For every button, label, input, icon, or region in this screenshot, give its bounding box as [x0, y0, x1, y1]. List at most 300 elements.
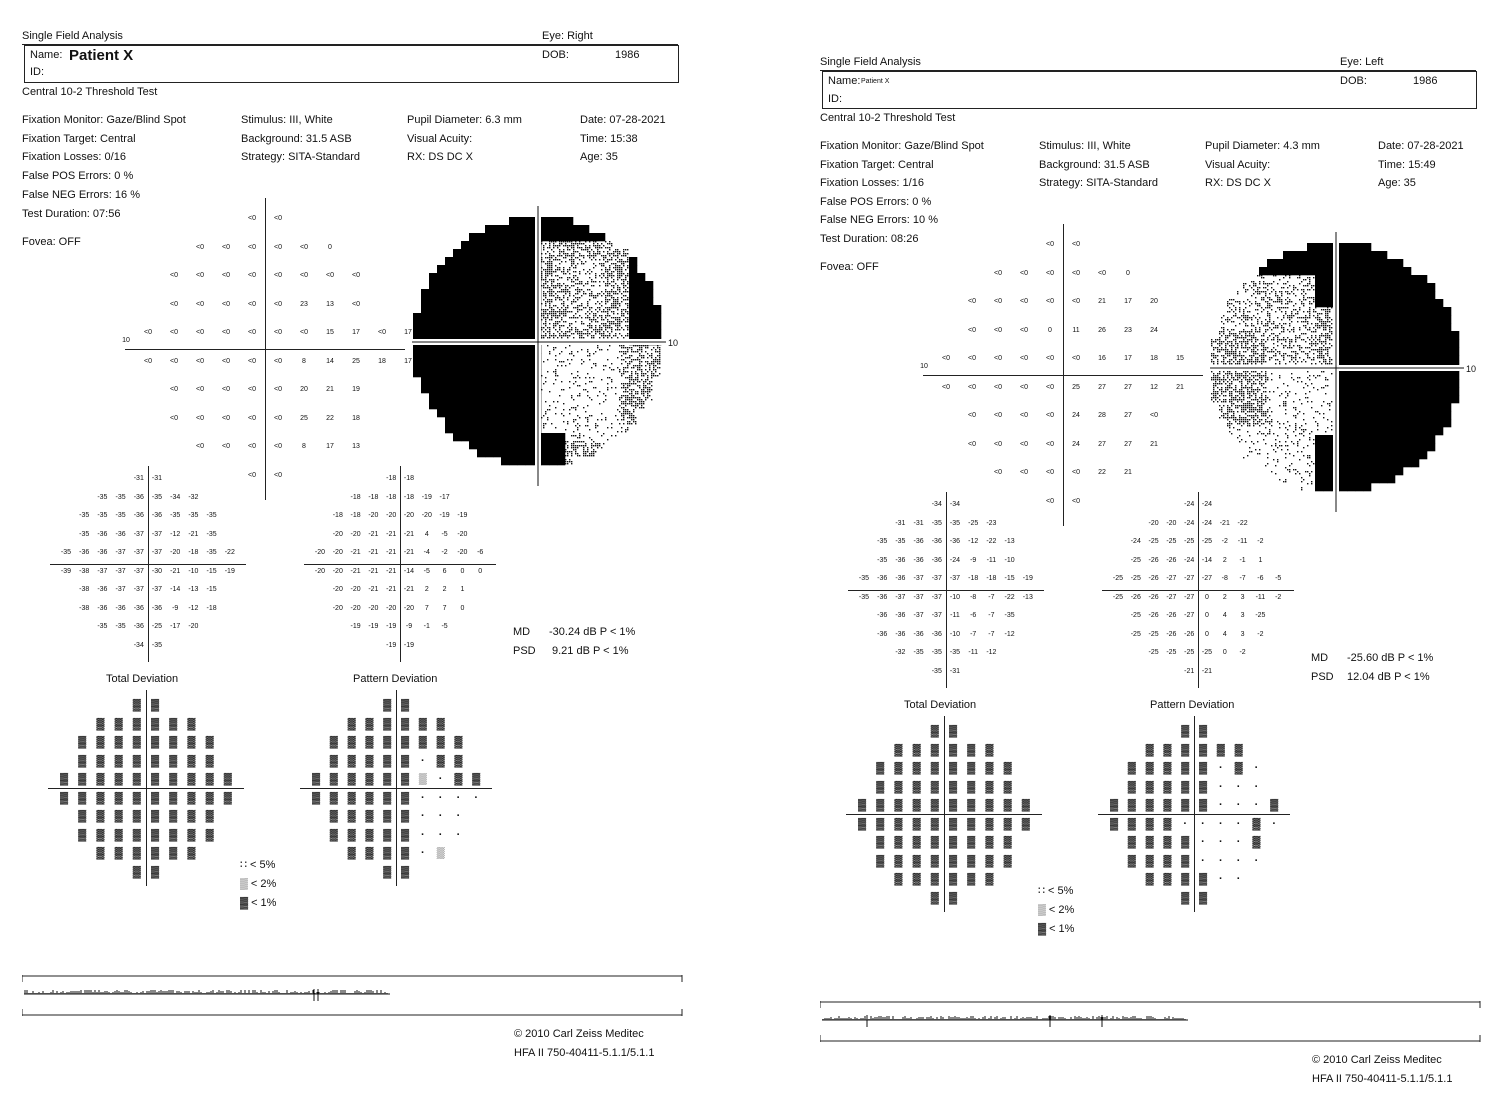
pd-prob-cell: ▓ [418, 736, 427, 748]
visual-acuity: Visual Acuity: [1205, 159, 1271, 171]
td-prob-cell: ▓ [912, 780, 921, 793]
pd-prob-cell: ▓ [383, 717, 392, 730]
threshold-cell: 15 [1176, 355, 1184, 362]
pd-cell: -26 [1130, 593, 1141, 601]
td-cell: -37 [133, 530, 144, 538]
threshold-cell: <0 [1020, 440, 1028, 448]
threshold-cell: <0 [1020, 355, 1028, 362]
td-prob-cell: ▓ [912, 873, 921, 885]
pd-cell-v-axis [1198, 492, 1199, 688]
threshold-cell: <0 [968, 298, 976, 305]
td-cell: -9 [970, 556, 977, 564]
psd-value: 12.04 dB P < 1% [1347, 671, 1430, 683]
td-prob-cell: ▓ [132, 754, 141, 767]
threshold-cell: <0 [1020, 383, 1028, 391]
pd-cell: -21 [368, 549, 379, 556]
td-prob-cell: ▓ [169, 828, 178, 841]
false-pos-errors: False POS Errors: 0 % [22, 170, 134, 182]
pd-cell: -25 [1201, 649, 1213, 656]
threshold-cell: <0 [1020, 469, 1028, 476]
threshold-cell: <0 [248, 215, 256, 222]
threshold-cell: 27 [1098, 383, 1106, 391]
pd-prob-cell: ▓ [1234, 743, 1243, 756]
threshold-cell: 20 [300, 386, 308, 393]
threshold-cell: <0 [248, 357, 256, 365]
td-cell: -35 [949, 519, 961, 527]
pd-prob-cell: ▓ [365, 773, 374, 785]
pd-prob-cell: ▓ [365, 754, 374, 767]
pd-prob-cell: ▓ [1163, 799, 1172, 811]
dob-label: DOB: [1340, 75, 1367, 87]
patient-age: Age: 35 [580, 151, 618, 163]
pd-prob-cell: ▓ [1145, 762, 1154, 774]
td-cell: -37 [913, 612, 924, 619]
pd-prob-cell: ▓ [1198, 799, 1207, 811]
id-label: ID: [828, 93, 843, 105]
pd-cell: -25 [1130, 556, 1141, 564]
pd-cell: -20 [332, 586, 343, 593]
pd-cell: -18 [368, 493, 379, 501]
test-name: Central 10-2 Threshold Test [820, 112, 956, 124]
pd-prob-cell: ▓ [383, 754, 392, 767]
td-cell: -35 [858, 593, 870, 601]
threshold-cell: <0 [1046, 412, 1054, 419]
dob-value: 1986 [615, 49, 640, 61]
threshold-cell: 24 [1150, 326, 1158, 334]
td-cell: -36 [949, 538, 961, 545]
pd-cell: -20 [350, 604, 361, 612]
pd-prob-cell: ▓ [347, 773, 356, 785]
td-cell: -34 [949, 501, 961, 508]
pd-prob-cell: ▓ [1145, 836, 1154, 848]
pd-cell: -21 [386, 567, 397, 575]
td-prob-cell: ▓ [187, 773, 196, 785]
name-label: Name: [30, 49, 63, 61]
td-cell: -37 [931, 612, 942, 619]
pd-cell: -11 [1237, 538, 1248, 545]
threshold-cell: 24 [1072, 440, 1080, 448]
pd-prob-cell: · [1272, 817, 1277, 830]
threshold-cell: 21 [1150, 440, 1158, 448]
td-prob-cell: ▓ [876, 836, 885, 848]
pd-prob-cell: ▓ [1198, 780, 1207, 793]
threshold-cell: 27 [1124, 412, 1132, 419]
pd-cell: -21 [386, 549, 397, 556]
pd-prob-cell: · [1236, 854, 1241, 867]
pd-prob-cell: ▓ [1127, 780, 1136, 793]
pd-cell: -26 [1148, 593, 1159, 601]
test-duration: Test Duration: 08:26 [820, 233, 919, 245]
pd-prob-cell: ▓ [347, 847, 356, 859]
td-cell: -36 [895, 556, 906, 564]
pd-cell: -21 [386, 530, 397, 538]
pd-cell: -20 [350, 530, 361, 538]
pd-cell: -20 [403, 512, 415, 519]
pd-prob-cell: · [1254, 762, 1259, 774]
pd-cell: -27 [1166, 575, 1177, 582]
td-cell: -36 [115, 530, 126, 538]
pd-prob-cell: ▓ [454, 754, 463, 767]
td-prob-cell: ▓ [894, 762, 903, 774]
threshold-cell: <0 [1020, 269, 1028, 277]
pd-cell: -20 [350, 586, 361, 593]
threshold-cell: <0 [274, 243, 282, 251]
td-cell: -36 [877, 593, 888, 601]
pd-cell: 2 [1222, 556, 1227, 564]
pd-cell: -26 [1166, 612, 1177, 619]
pd-cell: -5 [441, 530, 448, 538]
threshold-cell: 0 [328, 243, 332, 251]
td-prob-cell: ▓ [187, 717, 196, 730]
probability-legend [240, 856, 276, 913]
td-prob-cell: ▓ [985, 743, 994, 756]
td-cell: -35 [1004, 612, 1015, 619]
strategy: Strategy: SITA-Standard [241, 151, 361, 163]
threshold-cell: <0 [1072, 298, 1080, 305]
eye-label: Eye: Left [1340, 56, 1384, 68]
pd-prob-cell: · [1218, 873, 1223, 885]
td-cell: -35 [913, 649, 924, 656]
pd-prob-cell: ▓ [347, 717, 356, 730]
pd-prob-cell: · [1236, 817, 1241, 830]
td-cell: -22 [1004, 593, 1015, 601]
dob-label: DOB: [542, 49, 569, 61]
pd-prob-cell: ▓ [365, 828, 374, 841]
pd-cell: -27 [1184, 593, 1195, 601]
threshold-cell: 16 [1098, 355, 1106, 362]
td-cell: -39 [60, 567, 72, 575]
threshold-cell: 18 [352, 414, 360, 422]
td-cell: -14 [170, 586, 181, 593]
pd-prob-cell: ▓ [436, 736, 445, 748]
patient-name: Patient X [861, 78, 890, 85]
td-prob-cell: ▓ [132, 699, 141, 711]
pd-cell: -1 [1239, 556, 1246, 564]
pd-cell: 4 [1222, 612, 1227, 619]
legend-p1: ▓ < 1% [1038, 923, 1075, 935]
rx: RX: DS DC X [407, 151, 474, 163]
threshold-cell: <0 [1020, 412, 1028, 419]
td-prob-cell: ▓ [205, 736, 214, 748]
pd-cell: -27 [1184, 575, 1195, 582]
pd-cell: -6 [477, 549, 484, 556]
pd-cell: -2 [1257, 538, 1264, 545]
pd-cell: 2 [1222, 593, 1227, 601]
td-cell: -19 [224, 567, 235, 575]
threshold-cell: <0 [144, 329, 152, 336]
td-cell: -36 [895, 612, 906, 619]
td-prob-cell: ▓ [78, 736, 87, 748]
threshold-cell: 18 [1150, 355, 1158, 362]
pd-cell: -20 [457, 530, 468, 538]
pd-prob-cell: ▓ [1198, 725, 1207, 737]
fixation-losses: Fixation Losses: 1/16 [820, 177, 924, 189]
pd-prob-cell: ▓ [454, 773, 463, 785]
td-cell: -35 [97, 512, 108, 519]
threshold-cell: <0 [1072, 241, 1080, 248]
pd-prob-cell: ▓ [1163, 762, 1172, 774]
td-prob-cell: ▓ [132, 791, 141, 804]
td-cell: -37 [913, 593, 924, 601]
pd-prob-cell: ▓ [400, 847, 409, 859]
threshold-cell: <0 [222, 386, 230, 393]
threshold-cell: 17 [1124, 298, 1132, 305]
td-prob-cell: ▓ [894, 799, 903, 811]
threshold-cell: <0 [300, 272, 308, 279]
td-cell: -35 [115, 512, 126, 519]
td-prob-cell: ▓ [169, 736, 178, 748]
threshold-cell: <0 [1046, 383, 1054, 391]
pd-cell: -19 [457, 512, 468, 519]
pd-cell: -21 [386, 586, 397, 593]
threshold-cell-v-axis [1063, 224, 1064, 526]
pd-prob-cell: · [1218, 817, 1223, 830]
threshold-cell: <0 [274, 414, 282, 422]
legend-p1: ▓ < 1% [240, 897, 277, 909]
td-cell: -7 [988, 612, 995, 619]
pd-cell: -2 [1221, 538, 1228, 545]
td-cell: -17 [170, 623, 181, 630]
threshold-cell: 22 [326, 414, 334, 422]
pd-cell: 7 [424, 604, 429, 612]
pd-prob-cell: · [438, 810, 443, 822]
psd-label: PSD [513, 645, 536, 657]
td-prob-cell: ▓ [59, 773, 68, 785]
td-cell: -36 [877, 575, 888, 582]
td-prob-cell: ▓ [78, 828, 87, 841]
td-cell: -36 [151, 512, 163, 519]
pd-prob-cell: ▓ [311, 773, 320, 785]
td-prob-cell: ▓ [857, 799, 866, 811]
pd-prob-cell: ▓ [365, 736, 374, 748]
fixation-losses: Fixation Losses: 0/16 [22, 151, 126, 163]
md-value: -30.24 dB P < 1% [549, 626, 636, 638]
pd-prob-cell: ▓ [400, 773, 409, 785]
threshold-cell: <0 [994, 383, 1002, 391]
td-prob-cell: ▓ [985, 780, 994, 793]
fixation-monitor: Fixation Monitor: Gaze/Blind Spot [22, 114, 186, 126]
rx: RX: DS DC X [1205, 177, 1272, 189]
pd-prob-cell: ▓ [1181, 836, 1190, 848]
td-prob-cell: ▓ [187, 791, 196, 804]
threshold-cell: <0 [1046, 497, 1054, 505]
td-cell: -13 [1004, 538, 1015, 545]
td-cell: -36 [913, 538, 924, 545]
pd-prob-cell: ▓ [1145, 854, 1154, 867]
td-cell: -35 [115, 493, 126, 501]
pd-cell: -26 [1166, 630, 1177, 638]
td-cell: -36 [133, 604, 144, 612]
patient-box [822, 71, 1477, 109]
threshold-cell: <0 [274, 471, 282, 479]
td-cell: -12 [968, 538, 979, 545]
td-cell: -10 [188, 567, 199, 575]
pd-cell: -2 [1275, 593, 1282, 601]
fixation-target: Fixation Target: Central [820, 159, 934, 171]
pd-cell: -20 [332, 549, 343, 556]
pd-cell: -27 [1201, 575, 1213, 582]
td-prob-cell: ▓ [948, 854, 957, 867]
td-prob-cell: ▓ [948, 799, 957, 811]
td-cell: -35 [877, 556, 888, 564]
pd-prob-cell: ▓ [1181, 725, 1190, 737]
td-prob-cell: ▓ [169, 754, 178, 767]
threshold-cell: 17 [1124, 355, 1132, 362]
td-prob-cell: ▓ [96, 717, 105, 730]
pd-prob-cell: ▓ [1234, 762, 1243, 774]
false-neg-errors: False NEG Errors: 16 % [22, 189, 140, 201]
td-prob-cell: ▓ [187, 847, 196, 859]
td-prob-cell: ▓ [78, 791, 87, 804]
td-prob-cell: ▓ [912, 799, 921, 811]
pd-prob-cell-v-axis [396, 690, 397, 886]
pd-prob-cell: · [438, 828, 443, 841]
td-cell: -36 [151, 604, 163, 612]
td-prob-cell: ▓ [948, 725, 957, 737]
threshold-cell: <0 [196, 414, 204, 422]
pd-prob-cell: ▓ [383, 773, 392, 785]
pd-cell: -25 [1201, 538, 1213, 545]
md-value: -25.60 dB P < 1% [1347, 652, 1434, 664]
pd-cell: -2 [441, 549, 448, 556]
test-name: Central 10-2 Threshold Test [22, 86, 158, 98]
fixation-monitor: Fixation Monitor: Gaze/Blind Spot [820, 140, 984, 152]
td-prob-cell: ▓ [96, 828, 105, 841]
threshold-cell: <0 [170, 300, 178, 308]
td-cell: -37 [895, 593, 906, 601]
threshold-cell: <0 [352, 272, 360, 279]
test-time: Time: 15:38 [580, 133, 638, 145]
td-cell: -37 [151, 549, 163, 556]
threshold-cell: <0 [994, 412, 1002, 419]
threshold-cell: <0 [196, 329, 204, 336]
pd-prob-cell: ▓ [1163, 873, 1172, 885]
threshold-cell: <0 [274, 215, 282, 222]
threshold-cell: <0 [378, 329, 386, 336]
pd-prob-cell: ▓ [1145, 873, 1154, 885]
pd-prob-cell: ▓ [365, 810, 374, 822]
td-cell: -38 [79, 604, 90, 612]
td-cell: -22 [986, 538, 997, 545]
pd-prob-cell: ▓ [365, 847, 374, 859]
pd-cell: 0 [1205, 593, 1209, 601]
td-prob-cell: ▓ [205, 810, 214, 822]
fixation-target: Fixation Target: Central [22, 133, 136, 145]
threshold-cell: <0 [222, 243, 230, 251]
pd-prob-cell: · [1218, 854, 1223, 867]
td-cell: -13 [1022, 593, 1033, 601]
pd-prob-cell: ▓ [1163, 854, 1172, 867]
td-cell: -35 [151, 493, 163, 501]
pd-cell: -20 [368, 512, 379, 519]
threshold-cell: <0 [274, 443, 282, 450]
td-prob-cell: ▓ [967, 762, 976, 774]
pd-prob-cell: ▓ [1181, 891, 1190, 904]
threshold-axis-label: 10 [920, 363, 928, 370]
pd-prob-cell: ▓ [383, 828, 392, 841]
pd-cell: -25 [1148, 630, 1159, 638]
td-prob-cell: ▓ [150, 699, 159, 711]
td-cell: -31 [151, 475, 163, 482]
td-cell: -31 [895, 519, 906, 527]
td-prob-cell: ▓ [985, 854, 994, 867]
pd-cell: -2 [1257, 630, 1264, 638]
pd-cell: -14 [403, 567, 415, 575]
pd-prob-cell: · [420, 810, 425, 822]
threshold-cell: <0 [1046, 298, 1054, 305]
td-prob-cell: ▓ [930, 799, 939, 811]
pd-prob-cell: ▓ [311, 791, 320, 804]
td-prob-cell: ▓ [150, 717, 159, 730]
pd-prob-cell: ▓ [1127, 854, 1136, 867]
threshold-axis-label: 10 [122, 337, 130, 344]
pd-cell: -20 [386, 604, 397, 612]
threshold-cell: 17 [352, 329, 360, 336]
td-cell: -37 [133, 567, 144, 575]
td-prob-cell: ▓ [114, 736, 123, 748]
pd-cell: 1 [460, 586, 465, 593]
pd-prob-cell: · [1218, 762, 1223, 774]
pd-cell: -21 [403, 549, 415, 556]
pd-cell: -25 [1166, 538, 1177, 545]
pd-cell: -25 [1112, 593, 1124, 601]
td-prob-cell: ▓ [876, 780, 885, 793]
patient-age: Age: 35 [1378, 177, 1416, 189]
pd-prob-cell: ▓ [1109, 799, 1118, 811]
td-cell: -35 [188, 512, 199, 519]
pd-prob-cell: · [1201, 836, 1205, 848]
td-cell: -15 [206, 567, 217, 575]
td-cell: -34 [931, 501, 942, 508]
pd-prob-cell: · [438, 773, 443, 785]
pd-prob-cell: · [420, 847, 425, 859]
threshold-cell: <0 [994, 355, 1002, 362]
td-prob-cell: ▓ [169, 791, 178, 804]
legend-p2: ▒ < 2% [240, 878, 277, 890]
pd-cell: -24 [1201, 501, 1213, 508]
pd-prob-cell: ▓ [400, 699, 409, 711]
td-prob-cell: ▓ [96, 754, 105, 767]
td-prob-cell: ▓ [114, 810, 123, 822]
pd-prob-cell: ▓ [329, 754, 338, 767]
td-prob-cell: ▓ [967, 780, 976, 793]
pd-prob-cell: ▓ [1163, 836, 1172, 848]
td-cell: -7 [970, 630, 977, 638]
pd-cell: 2 [424, 586, 429, 593]
td-cell: -36 [97, 549, 108, 556]
pd-prob-cell: ▓ [1216, 743, 1225, 756]
td-prob-cell: ▓ [912, 762, 921, 774]
pd-prob-cell: · [1201, 817, 1205, 830]
pd-prob-cell: ▓ [329, 791, 338, 804]
pd-cell: -19 [368, 623, 379, 630]
threshold-cell: <0 [274, 300, 282, 308]
td-prob-cell: ▓ [948, 762, 957, 774]
legend-p5: ∷ < 5% [240, 859, 276, 871]
td-prob-cell: ▓ [894, 854, 903, 867]
pd-cell: -26 [1148, 575, 1159, 582]
td-prob-cell: ▓ [150, 847, 159, 859]
threshold-cell: <0 [326, 272, 334, 279]
td-cell: -35 [931, 649, 942, 656]
pd-cell: 0 [1205, 630, 1209, 638]
td-prob-cell: ▓ [1003, 799, 1012, 811]
pd-cell: -20 [1166, 519, 1177, 527]
false-pos-errors: False POS Errors: 0 % [820, 196, 932, 208]
threshold-cell: <0 [942, 383, 950, 391]
threshold-cell: 21 [326, 386, 334, 393]
pd-cell: -25 [1130, 630, 1141, 638]
